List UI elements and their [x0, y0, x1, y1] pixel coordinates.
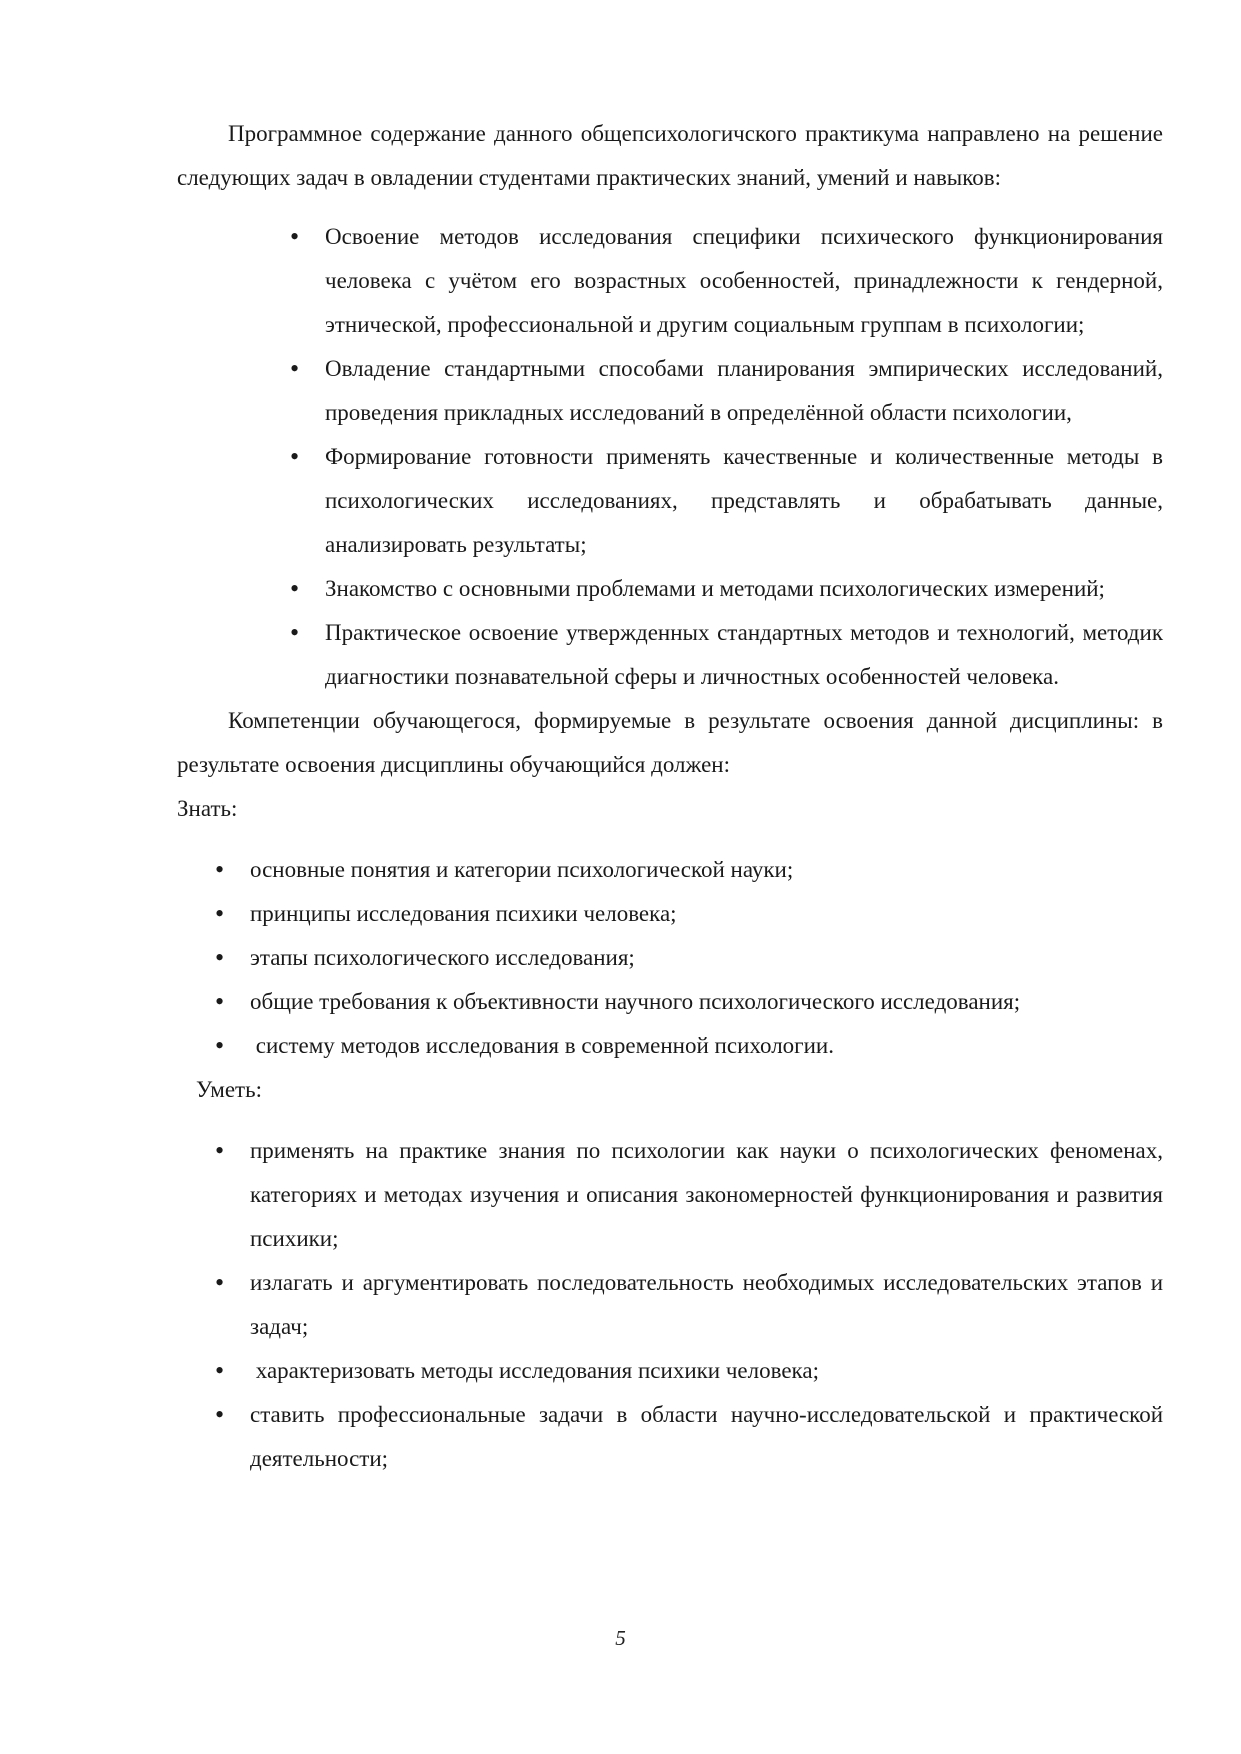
page-content — [177, 112, 1163, 1481]
can-list — [177, 1129, 1163, 1481]
can-heading: Уметь: — [196, 1077, 262, 1102]
list-item: • Знакомство с основными проблемами и методами психологических измерений; — [177, 567, 1163, 611]
list-item: • Практическое освоение утвержденных стандартных методов и технологий, методик диагностики познавательной сферы и личностных особенностей человека. — [177, 611, 1163, 699]
know-heading: Знать: — [177, 796, 238, 821]
intro-paragraph: Программное содержание данного общепсихологичского практикума направлено на решение следующих задач в овладении студентами практических знаний, умений и навыков: — [177, 121, 1163, 190]
competencies-paragraph: Компетенции обучающегося, формируемые в результате освоения данной дисциплины: в результате освоения дисциплины обучающийся должен: — [177, 708, 1163, 777]
list-item: • излагать и аргументировать последовательность необходимых исследовательских этапов и задач; — [177, 1261, 1163, 1349]
list-item: • применять на практике знания по психологии как науки о психологических феноменах, категориях и методах изучения и описания закономерностей функционирования и развития психики; — [177, 1129, 1163, 1261]
list-item: • характеризовать методы исследования психики человека; — [177, 1349, 1163, 1393]
list-item: • Формирование готовности применять качественные и количественные методы в психологических исследованиях, представлять и обрабатывать данные, анализировать результаты; — [177, 435, 1163, 567]
page-number: 5 — [615, 1626, 626, 1650]
list-item: • основные понятия и категории психологической науки; — [177, 848, 1163, 892]
list-item: • Освоение методов исследования специфики психического функционирования человека с учётом его возрастных особенностей, принадлежности к гендерной, этнической, профессиональной и другим социальным группам в психологии; — [177, 215, 1163, 347]
tasks-list — [177, 215, 1163, 699]
list-item: • систему методов исследования в современной психологии. — [177, 1024, 1163, 1068]
list-item: • ставить профессиональные задачи в области научно-исследовательской и практической деятельности; — [177, 1393, 1163, 1481]
know-list — [177, 848, 1163, 1068]
list-item: • Овладение стандартными способами планирования эмпирических исследований, проведения прикладных исследований в определённой области психологии, — [177, 347, 1163, 435]
list-item: • общие требования к объективности научного психологического исследования; — [177, 980, 1163, 1024]
list-item: • этапы психологического исследования; — [177, 936, 1163, 980]
list-item: • принципы исследования психики человека; — [177, 892, 1163, 936]
